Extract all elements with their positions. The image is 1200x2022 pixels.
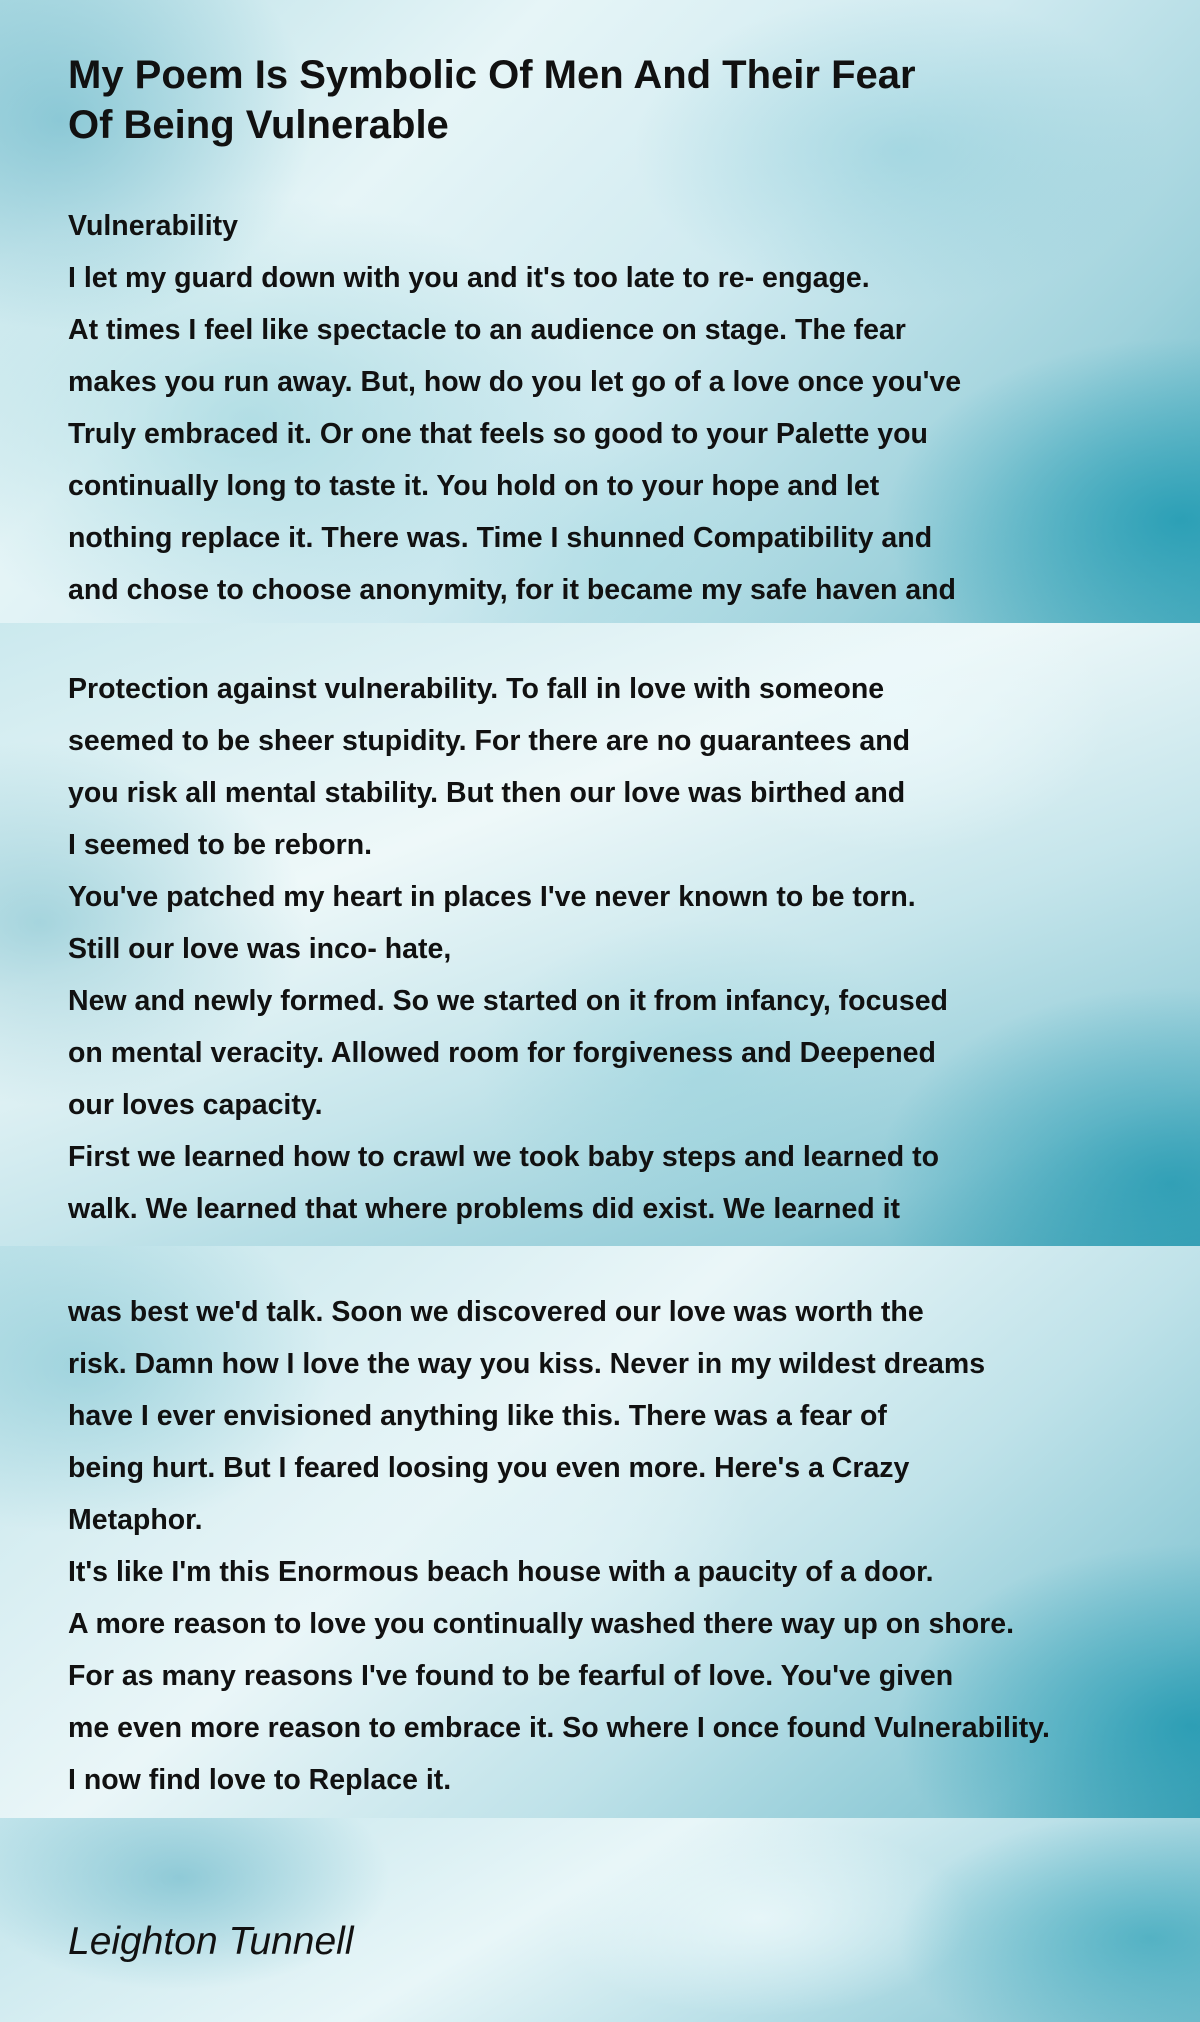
poem-line: our loves capacity. [68, 1089, 323, 1121]
poem-line: being hurt. But I feared loosing you even more. Here's a Crazy [68, 1452, 910, 1484]
poem-line: me even more reason to embrace it. So where I once found Vulnerability. [68, 1712, 1050, 1744]
poem-stanza-1 [68, 200, 961, 616]
poem-line: It's like I'm this Enormous beach house with a paucity of a door. [68, 1556, 934, 1588]
poem-panel-1 [0, 0, 1200, 623]
poem-line: I now find love to Replace it. [68, 1764, 452, 1796]
poem-line: Protection against vulnerability. To fall in love with someone [68, 673, 885, 705]
poem-line: For as many reasons I've found to be fearful of love. You've given [68, 1660, 954, 1692]
poem-line: You've patched my heart in places I've never known to be torn. [68, 881, 916, 913]
poem-line: risk. Damn how I love the way you kiss. Never in my wildest dreams [68, 1348, 986, 1380]
poem-line: was best we'd talk. Soon we discovered our love was worth the [68, 1296, 924, 1328]
poem-line: makes you run away. But, how do you let go of a love once you've [68, 366, 962, 398]
poem-line: have I ever envisioned anything like this. There was a fear of [68, 1400, 887, 1432]
poem-panel-3 [0, 1246, 1200, 1818]
poem-line: walk. We learned that where problems did exist. We learned it [68, 1193, 901, 1225]
poem-title [68, 50, 916, 150]
poem-line: Still our love was inco- hate, [68, 933, 452, 965]
poem-line: and chose to choose anonymity, for it became my safe haven and [68, 574, 956, 606]
poem-line: I let my guard down with you and it's too late to re- engage. [68, 262, 870, 294]
poem-line: Metaphor. [68, 1504, 203, 1536]
poem-line: Vulnerability [68, 210, 238, 242]
poem-line: on mental veracity. Allowed room for forgiveness and Deepened [68, 1037, 936, 1069]
poem-line: At times I feel like spectacle to an audience on stage. The fear [68, 314, 906, 346]
poem-line: seemed to be sheer stupidity. For there are no guarantees and [68, 725, 911, 757]
poem-line: you risk all mental stability. But then our love was birthed and [68, 777, 906, 809]
poem-line: A more reason to love you continually washed there way up on shore. [68, 1608, 1014, 1640]
author-panel [0, 1818, 1200, 2022]
poem-line: nothing replace it. There was. Time I shunned Compatibility and [68, 522, 933, 554]
title-line: Of Being Vulnerable [68, 103, 449, 147]
poem-panel-2 [0, 623, 1200, 1246]
poem-line: Truly embraced it. Or one that feels so good to your Palette you [68, 418, 928, 450]
title-line: My Poem Is Symbolic Of Men And Their Fear [68, 53, 916, 97]
poem-stanza-2 [68, 663, 948, 1235]
poem-line: continually long to taste it. You hold on to your hope and let [68, 470, 880, 502]
poem-author: Leighton Tunnell [68, 1920, 354, 1963]
poem-stanza-3 [68, 1286, 1050, 1806]
poem-line: New and newly formed. So we started on it from infancy, focused [68, 985, 948, 1017]
poem-line: First we learned how to crawl we took baby steps and learned to [68, 1141, 940, 1173]
poem-line: I seemed to be reborn. [68, 829, 373, 861]
